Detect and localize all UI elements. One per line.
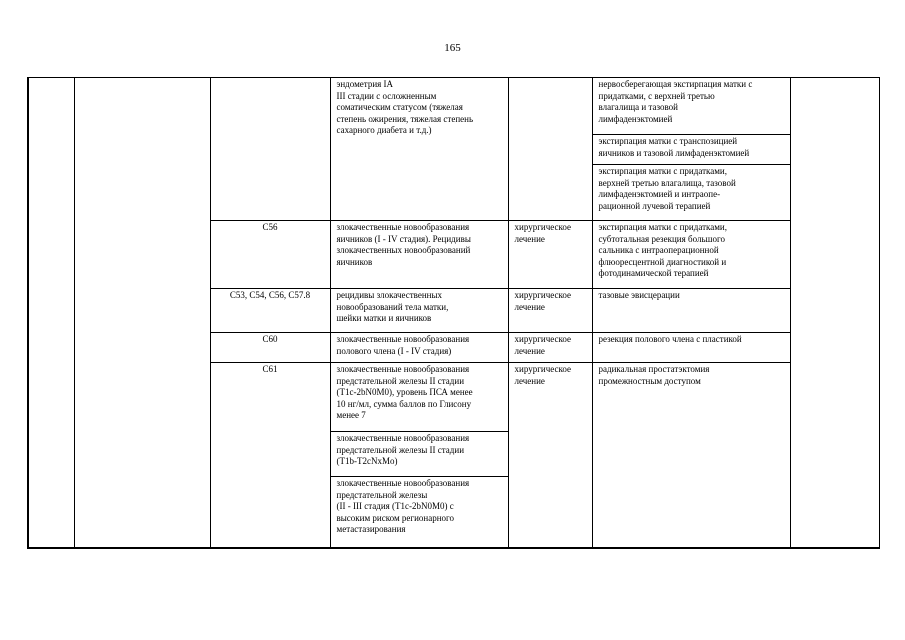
cell-method: радикальная простатэктомия промежностным доступом: [592, 363, 790, 548]
table-row: [28, 78, 879, 135]
cell-treatment: [508, 78, 592, 221]
cell-treatment: хирургическое лечение: [508, 289, 592, 333]
cell-code: [210, 78, 330, 221]
cell-empty: [790, 78, 879, 548]
cell-treatment: хирургическое лечение: [508, 221, 592, 289]
cell-code: C56: [210, 221, 330, 289]
cell-patient-model: злокачественные новообразования полового члена (I - IV стадия): [330, 333, 508, 363]
cell-code: C60: [210, 333, 330, 363]
cell-patient-model: злокачественные новообразования предстательной железы (II - III стадия (T1c-2bN0M0) с высоким риском регионарного метастазирования: [330, 477, 508, 548]
cell-empty: [28, 78, 74, 548]
cell-treatment: хирургическое лечение: [508, 333, 592, 363]
cell-patient-model: злокачественные новообразования предстательной железы II стадии (T1c-2bN0M0), уровень ПСА менее 10 нг/мл, сумма баллов по Глисону менее 7: [330, 363, 508, 432]
cell-code: C53, C54, C56, C57.8: [210, 289, 330, 333]
page-number: 165: [444, 42, 461, 54]
cell-patient-model: рецидивы злокачественных новообразований тела матки, шейки матки и яичников: [330, 289, 508, 333]
cell-method: экстирпация матки с транспозицией яичников и тазовой лимфаденэктомией: [592, 135, 790, 165]
cell-patient-model: злокачественные новообразования предстательной железы II стадии (T1b-T2cNxMo): [330, 432, 508, 477]
cell-method: нервосберегающая экстирпация матки с придатками, с верхней третью влагалища и тазовой лимфаденэктомией: [592, 78, 790, 135]
cell-empty: [74, 78, 210, 548]
treatment-table: [27, 77, 880, 549]
cell-code: C61: [210, 363, 330, 548]
cell-method: резекция полового члена с пластикой: [592, 333, 790, 363]
cell-patient-model: злокачественные новообразования яичников (I - IV стадия). Рецидивы злокачественных новообразований яичников: [330, 221, 508, 289]
cell-treatment: хирургическое лечение: [508, 363, 592, 548]
cell-patient-model: эндометрия IA III стадии с осложненным соматическим статусом (тяжелая степень ожирения, тяжелая степень сахарного диабета и т.д.): [330, 78, 508, 221]
cell-method: экстирпация матки с придатками, верхней третью влагалища, тазовой лимфаденэктомией и интраопе- рационной лучевой терапией: [592, 165, 790, 221]
cell-method: тазовые эвисцерации: [592, 289, 790, 333]
cell-method: экстирпация матки с придатками, субтотальная резекция большого сальника с интраоперационной флюоресцентной диагностикой и фотодинамической терапией: [592, 221, 790, 289]
